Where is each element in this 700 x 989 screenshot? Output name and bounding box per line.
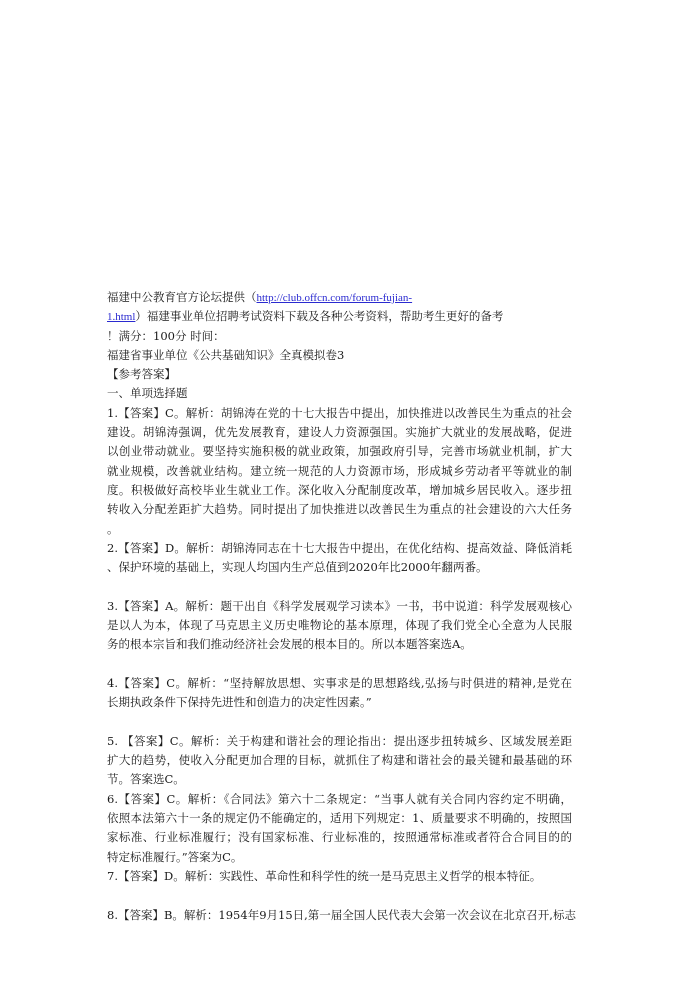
answer-line: 是以人为本，体现了马克思主义历史唯物论的基本原理，体现了我们党全心全意为人民服 xyxy=(107,618,572,633)
answer-line: 、保护环境的基础上，实现人均国内生产总值到2020年比2000年翻两番。 xyxy=(107,560,488,575)
answer-line: 依照本法第六十一条的规定仍不能确定的，适用下列规定：1、质量要求不明确的，按照国 xyxy=(107,811,572,826)
document-body xyxy=(107,288,576,925)
answer-item-7 xyxy=(107,867,572,886)
intro-prefix: 福建中公教育官方论坛提供（ xyxy=(107,290,257,304)
answer-item-5 xyxy=(107,732,572,790)
spacer xyxy=(107,577,572,596)
answer-line: 7.【答案】D。解析：实践性、革命性和科学性的统一是马克思主义哲学的根本特征。 xyxy=(107,868,542,883)
answer-line: 家标准、行业标准履行；没有国家标准、行业标准的，按照通常标准或者符合合同目的的 xyxy=(107,830,572,845)
part-heading: 一、单项选择题 xyxy=(107,386,188,401)
answer-line: 5. 【答案】C。解析：关于构建和谐社会的理论指出：提出逐步扭转城乡、区域发展差距 xyxy=(107,733,572,748)
answer-line: 建设。胡锦涛强调，优先发展教育，建设人力资源强国。实施扩大就业的发展战略，促进 xyxy=(107,425,572,440)
answer-line: 特定标准履行。”答案为C。 xyxy=(107,849,243,864)
answer-item-1 xyxy=(107,404,572,539)
answer-line: 务的根本宗旨和我们推动经济社会发展的根本目的。所以本题答案选A。 xyxy=(107,637,472,652)
answer-item-8 xyxy=(107,906,576,925)
answer-section-heading: 【参考答案】 xyxy=(107,367,176,382)
answer-line: 6.【答案】C。解析：《合同法》第六十二条规定：“当事人就有关合同内容约定不明确， xyxy=(107,791,572,806)
answer-line: 3.【答案】A。解析：题干出自《科学发展观学习读本》一书，书中说道：科学发展观核心 xyxy=(107,598,572,613)
answer-item-6 xyxy=(107,790,572,867)
answer-line: 8.【答案】B。解析：1954年9月15日,第一届全国人民代表大会第一次会议在北京召开,标志 xyxy=(107,907,576,922)
answer-line: 4.【答案】C。解析：“坚持解放思想、实事求是的思想路线,弘扬与时俱进的精神,是党在 xyxy=(107,675,572,690)
intro-suffix: ）福建事业单位招聘考试资料下载及各种公考资料，帮助考生更好的备考 xyxy=(135,309,504,324)
score-line: ！满分：100分 时间： xyxy=(107,328,225,343)
answer-line: 以创业带动就业。要坚持实施积极的就业政策，加强政府引导，完善市场就业机制，扩大 xyxy=(107,444,572,459)
exam-title: 福建省事业单位《公共基础知识》全真模拟卷3 xyxy=(107,347,345,362)
answer-line: 长期执政条件下保持先进性和创造力的决定性因素。” xyxy=(107,695,372,710)
answer-line: 转收入分配差距扩大趋势。同时提出了加快推进以改善民生为重点的社会建设的六大任务 xyxy=(107,502,572,517)
answer-line: 节。答案选C。 xyxy=(107,772,185,787)
answer-item-3 xyxy=(107,597,572,655)
answer-line: 度。积极做好高校毕业生就业工作。深化收入分配制度改革，增加城乡居民收入。逐步扭 xyxy=(107,482,572,497)
intro-line-2 xyxy=(107,307,572,326)
answer-line: 扩大的趋势，使收入分配更加合理的目标，就抓住了构建和谐社会的最关键和最基础的环 xyxy=(107,753,572,768)
spacer xyxy=(107,713,572,732)
intro-line xyxy=(107,288,572,307)
answer-line: 2.【答案】D。解析：胡锦涛同志在十七大报告中提出，在优化结构、提高效益、降低消耗 xyxy=(107,540,572,555)
answer-item-2 xyxy=(107,539,572,578)
forum-link-continued[interactable]: 1.html xyxy=(107,311,136,324)
answer-line: 。 xyxy=(107,521,119,536)
spacer xyxy=(107,886,572,905)
answer-line: 1.【答案】C。解析：胡锦涛在党的十七大报告中提出，加快推进以改善民生为重点的社会 xyxy=(107,405,572,420)
answer-line: 就业规模，改善就业结构。建立统一规范的人力资源市场，形成城乡劳动者平等就业的制 xyxy=(107,463,572,478)
forum-link[interactable]: http://club.offcn.com/forum-fujian- xyxy=(256,292,413,304)
answer-item-4 xyxy=(107,674,572,713)
spacer xyxy=(107,655,572,674)
